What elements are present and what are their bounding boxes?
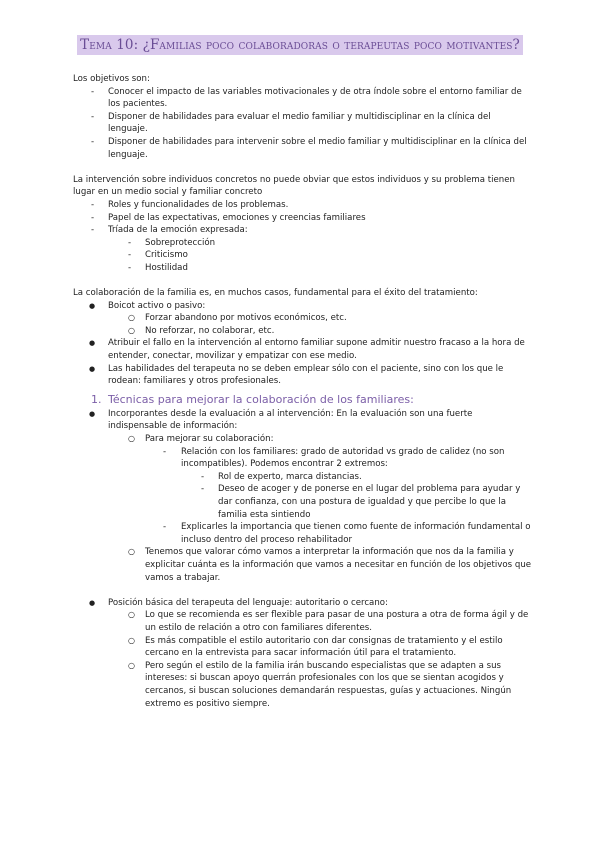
title-banner (0, 34, 600, 55)
section1-list (73, 408, 533, 584)
list-item: - Deseo de acoger y de ponerse en el lugar del problema para ayudar y dar confianza, con una postura de igualdad y que percibe lo que la familia esta sintiendo (201, 484, 521, 520)
list-item: ● Incorporantes desde la evaluación a al intervención: En la evaluación son una fuerte indispensable de información: (89, 408, 473, 432)
list-item: - Sobreprotección (128, 237, 216, 248)
paragraph-colaboracion: La colaboración de la familia es, en muchos casos, fundamental para el éxito del tratamiento: (73, 288, 478, 299)
page-title: Tema 10: ¿Familias poco colaboradoras o terapeutas poco motivantes? (77, 35, 523, 55)
list-item: - Rol de experto, marca distancias. (201, 471, 362, 482)
list-item: - Explicarles la importancia que tienen como fuente de información fundamental o incluso dentro del proceso rehabilitador (163, 522, 531, 545)
objectives-list (73, 86, 533, 162)
list-item: - Roles y funcionalidades de los problemas. (91, 199, 289, 210)
list-item: - Disponer de habilidades para evaluar el medio familiar y multidisciplinar en la clínica del lenguaje. (91, 111, 491, 135)
factors-list (73, 199, 533, 275)
list-item: - Tríada de la emoción expresada: (91, 225, 248, 236)
colaboracion-list (73, 300, 533, 388)
list-item: ● Las habilidades del terapeuta no se deben emplear sólo con el paciente, sino con los que le rodean: familiares y otros profesionales. (89, 363, 504, 387)
list-item: ○ No reforzar, no colaborar, etc. (128, 325, 275, 336)
list-item: ● Atribuir el fallo en la intervención al entorno familiar supone admitir nuestro fracaso a la hora de entender, conectar, movilizar y empatizar con ese medio. (89, 338, 525, 362)
list-item: ○ Lo que se recomienda es ser flexible para pasar de una postura a otra de forma ágil y de un estilo de relación a otro con familiares diferentes. (128, 610, 529, 633)
list-item: - Papel de las expectativas, emociones y creencias familiares (91, 212, 366, 223)
list-item: - Conocer el impacto de las variables motivacionales y de otra índole sobre el entorno familiar de los pacientes. (91, 86, 522, 110)
section-heading: 1. Técnicas para mejorar la colaboración de los familiares: (91, 392, 414, 406)
postura-list (73, 597, 533, 710)
list-item: - Hostilidad (128, 262, 188, 273)
list-item: ○ Es más compatible el estilo autoritario con dar consignas de tratamiento y el estilo cercano en la entrevista para sacar información útil para el tratamiento. (128, 635, 503, 659)
objectives-intro: Los objetivos son: (73, 74, 150, 84)
list-item: ○ Pero según el estilo de la familia irán buscando especialistas que se adapten a sus intereses: si buscan apoyo querrán profesionales con los que se sientan acogidos y cercanos, si buscan soluciones demandarán respuestas, guías y actuaciones. Ningún extremo es positivo siempre. (128, 660, 512, 709)
list-item: ● Boicot activo o pasivo: (89, 300, 206, 311)
list-item: - Criticismo (128, 250, 188, 261)
list-item: ● Posición básica del terapeuta del lenguaje: autoritario o cercano: (89, 597, 388, 608)
list-item: ○ Tenemos que valorar cómo vamos a interpretar la información que nos da la familia y explicitar cuánta es la información que vamos a necesitar en función de los objetivos que vamos a trabajar. (128, 547, 532, 583)
list-item: - Disponer de habilidades para intervenir sobre el medio familiar y multidisciplinar en la clínica del lenguaje. (91, 136, 527, 160)
list-item: ○ Para mejorar su colaboración: (128, 434, 274, 445)
document-body (73, 73, 533, 710)
paragraph-intervencion: La intervención sobre individuos concretos no puede obviar que estos individuos y su problema tienen lugar en un medio social y familiar concreto (73, 174, 515, 198)
list-item: ○ Forzar abandono por motivos económicos, etc. (128, 313, 347, 324)
list-item: - Relación con los familiares: grado de autoridad vs grado de calidez (no son incompatibles). Podemos encontrar 2 extremos: (163, 446, 505, 470)
